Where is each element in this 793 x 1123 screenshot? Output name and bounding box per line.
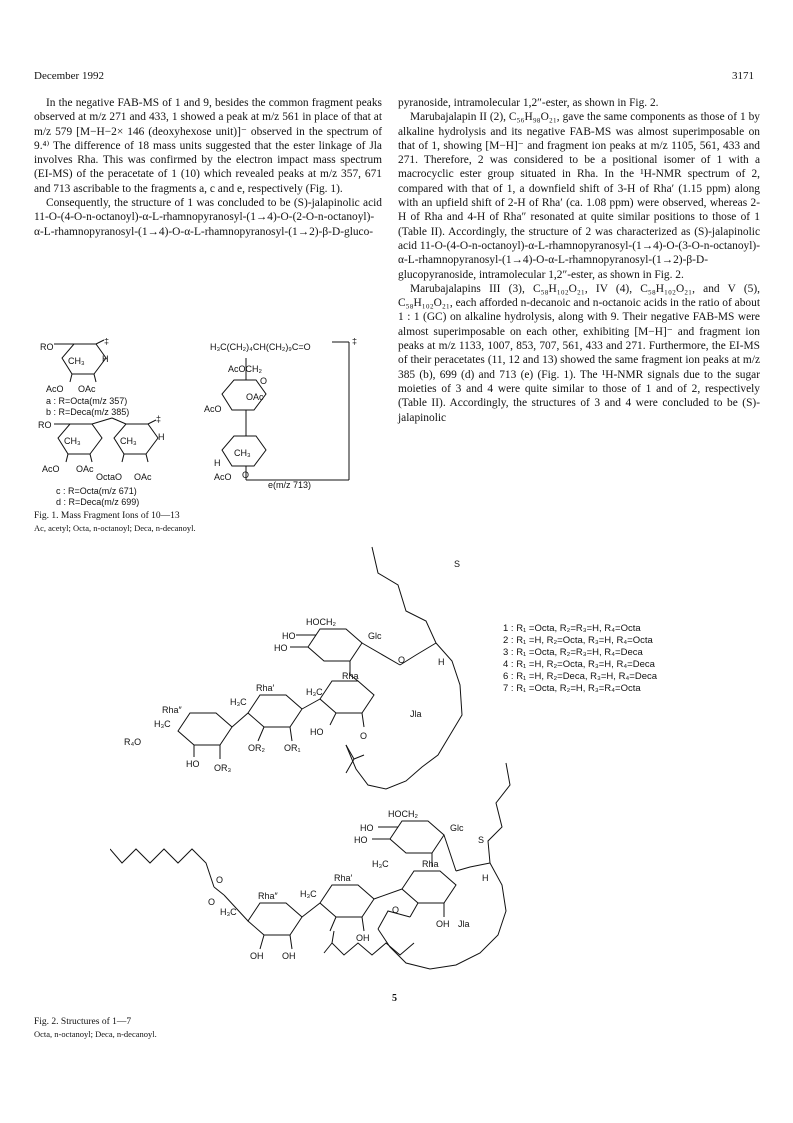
fig1-aco-label: AcO (214, 472, 232, 482)
fig2-rha-double-prime-label: Rha″ (162, 705, 182, 715)
figure-1-fragments (34, 338, 384, 510)
fig1-dagger: ‡ (352, 338, 358, 346)
fig2-s-label: S (478, 835, 485, 845)
fig1-dagger: ‡ (156, 414, 162, 424)
fig2-ho-label: HO (360, 823, 374, 833)
fig1-h-label: H (102, 354, 109, 364)
fig1-octao-label: OctaO (96, 472, 123, 482)
figure-2-caption (34, 1016, 157, 1040)
fig2-o-label: O (360, 731, 368, 741)
fig1-fragment-a: a : R=Octa(m/z 357) (46, 396, 128, 406)
fig2-rha-label: Rha (342, 671, 359, 681)
fig1-acoch2-label: AcOCH₂ (228, 364, 262, 374)
fig2-r4o-label: R₄O (124, 737, 142, 747)
figure-1-caption-title: Fig. 1. Mass Fragment Ions of 10—13 (34, 511, 180, 521)
fig1-o-label: O (260, 376, 268, 386)
header-date: December 1992 (34, 70, 104, 82)
fig1-ch3-label: CH₃ (120, 436, 137, 446)
fig2-h3c-label: H₃C (220, 907, 237, 917)
fig2-oh-label: OH (356, 933, 370, 943)
fig1-ch3-label: CH₃ (234, 448, 251, 458)
fig1-aco-label: AcO (46, 384, 64, 394)
fig2-ho-label: HO (282, 631, 296, 641)
left-column (34, 96, 382, 239)
fig2-o-label: O (208, 897, 216, 907)
figure-2-legend (503, 623, 657, 696)
paragraph: pyranoside, intramolecular 1,2″-ester, as shown in Fig. 2. (398, 97, 659, 109)
fig2-rha-prime-label: Rha′ (334, 873, 353, 883)
fig2-h3c-label: H₃C (154, 719, 171, 729)
paragraph: Consequently, the structure of 1 was concluded to be (S)-jalapinolic acid 11-O-(4-O-n-octanoyl)-α-L-rhamnopyranosyl-(1→4)-O-(2-O-n-octanoyl)-α-L-rhamnopyranosyl-(1→4)-O-α-L-rhamnopyranosyl-(1→2)-β-D-gluco- (34, 197, 382, 238)
fig2-ho-label: HO (354, 835, 368, 845)
fig2-ho-label: HO (186, 759, 200, 769)
fig2-h3c-label: H₃C (230, 697, 247, 707)
fig2-glc-label: Glc (368, 631, 382, 641)
legend-entry: 7 : R₁ =Octa, R₂=H, R₃=R₄=Octa (503, 683, 641, 695)
fig1-aco-label: AcO (204, 404, 222, 414)
fig2-oh-label: OH (250, 951, 264, 961)
fig2-ho-label: HO (274, 643, 288, 653)
legend-entry: 1 : R₁ =Octa, R₂=R₃=H, R₄=Octa (503, 623, 641, 634)
fig1-dagger: ‡ (104, 338, 110, 346)
fig1-fragment-c: c : R=Octa(m/z 671) (56, 486, 137, 496)
right-column (398, 96, 760, 425)
fig2-o-label: O (216, 875, 224, 885)
fig2-or2-label: OR₂ (248, 743, 265, 753)
fig1-fragment-e: e(m/z 713) (268, 480, 312, 490)
fig2-o-label: O (398, 655, 406, 665)
figure-2-caption-note: Octa, n-octanoyl; Deca, n-decanoyl. (34, 1029, 157, 1039)
legend-entry: 4 : R₁ =H, R₂=Octa, R₃=H, R₄=Deca (503, 659, 655, 671)
fig1-fragment-b: b : R=Deca(m/z 385) (46, 407, 130, 417)
fig2-jla-label: Jla (410, 709, 422, 719)
fig1-aco-label: AcO (42, 464, 60, 474)
legend-entry: 6 : R₁ =H, R₂=Deca, R₃=H, R₄=Deca (503, 671, 658, 683)
fig1-oac-label: OAc (134, 472, 152, 482)
fig2-h-label: H (438, 657, 445, 667)
fig1-ro-label: RO (40, 342, 54, 352)
fig2-rha-prime-label: Rha′ (256, 683, 275, 693)
fig2-glc-label: Glc (450, 823, 464, 833)
fig2-rha-double-prime-label: Rha″ (258, 891, 278, 901)
fig2-h3c-label: H₃C (372, 859, 389, 869)
fig2-o-label: O (392, 905, 400, 915)
figure-2-structures (110, 545, 530, 1000)
legend-entry: 3 : R₁ =Octa, R₂=R₃=H, R₄=Deca (503, 647, 643, 659)
figure-2-caption-title: Fig. 2. Structures of 1—7 (34, 1017, 132, 1027)
fig2-s-label: S (454, 559, 461, 569)
fig2-ho-label: HO (310, 727, 324, 737)
fig2-h-label: H (482, 873, 489, 883)
fig2-rha-label: Rha (422, 859, 439, 869)
fig1-h-label: H (158, 432, 165, 442)
fig2-or1-label: OR₁ (284, 743, 301, 753)
fig2-oh-label: OH (282, 951, 296, 961)
fig2-oh-label: OH (436, 919, 450, 929)
figure-1-caption-note: Ac, acetyl; Octa, n-octanoyl; Deca, n-decanoyl. (34, 523, 196, 533)
legend-entry: 2 : R₁ =H, R₂=Octa, R₃=H, R₄=Octa (503, 635, 653, 647)
fig2-hoch2-label: HOCH₂ (388, 809, 418, 819)
fig2-or3-label: OR₃ (214, 763, 232, 773)
header-page-number: 3171 (732, 70, 754, 82)
fig2-jla-label: Jla (458, 919, 470, 929)
paragraph: Marubajalapins III (3), C₅₈H₁₀₂O₂₁, IV (4), C₅₈H₁₀₂O₂₁, and V (5), C₅₈H₁₀₂O₂₁, each afforded n-decanoic and n-octanoic acids in the ratio of about 1 : 1 (GC) on alkaline hydrolysis, along with 9. Their negative FAB-MS were almost superimposable on each other, exhibiting [M−H]⁻ and fragment ion peaks at m/z 1133, 1007, 853, 707, 561, 433 and 271. Furthermore, the EI-MS of their peracetates (11, 12 and 13) showed the same fragment ion peaks at m/z 385 (b), 699 (d) and 713 (e) (Fig. 1). The ¹H-NMR signals due to the sugar moieties of 3 and 4 were quite similar to those of 1 and of 2, respectively (Table II). Accordingly, the structures of 3 and 4 were concluded to be (S)-jalapinolic (398, 282, 760, 424)
fig1-o-label: O (242, 470, 250, 480)
fig1-fragment-d: d : R=Deca(m/z 699) (56, 497, 140, 507)
fig2-hoch2-label: HOCH₂ (306, 617, 336, 627)
paragraph: Marubajalapin II (2), C₅₆H₉₈O₂₁, gave the same components as those of 1 by alkaline hydrolysis and its negative FAB-MS was almost superimposable on that of 1, showing [M−H]⁻ and fragment ion peaks at m/z 1105, 561, 433 and 271. Therefore, 2 was considered to be a positional isomer of 1 with a macrocyclic ester group situated in Rha. In the ¹H-NMR spectrum of 2, compared with that of 1, a downfield shift of 3-H of Rha′ (1.15 ppm) along with an upfield shift of 2-H of Rha′ (ca. 1.08 ppm) were observed, whereas 2-H of Rha and 4-H of Rha″ resonated at quite similar positions to those of 1 (Table II). Accordingly, the structure of 2 was characterized as (S)-jalapinolic acid 11-O-(4-O-n-octanoyl)-α-L-rhamnopyranosyl-(1→4)-O-(3-O-n-octanoyl)-α-L-rhamnopyranosyl-(1→4)-O-α-L-rhamnopyranosyl-(1→2)-β-D-glucopyranoside, intramolecular 1,2″-ester, as shown in Fig. 2. (398, 111, 760, 281)
fig2-h3c-label: H₃C (300, 889, 317, 899)
fig1-oac-label: OAc (246, 392, 264, 402)
fig1-oac-label: OAc (76, 464, 94, 474)
fig1-ro-label: RO (38, 420, 52, 430)
compound-number-label: 5 (392, 993, 397, 1004)
fig1-oac-label: OAc (78, 384, 96, 394)
paragraph: In the negative FAB-MS of 1 and 9, besides the common fragment peaks observed at m/z 271 and 433, 1 showed a peak at m/z 561 in place of that at m/z 579 [M−H−2× 146 (deoxyhexose unit)]⁻ observed in the spectrum of 9.⁴⁾ The difference of 18 mass units suggested that the ester linkage of Jla involves Rha. This was confirmed by the electron impact mass spectrum (EI-MS) of the peracetate of 1 (10) which revealed peaks at m/z 357, 671 and 713 ascribable to the fragments a, c and e, respectively (Fig. 1). (34, 97, 382, 195)
fig1-chain-label: H₃C(CH₂)₄CH(CH₂)₉C=O (210, 342, 311, 352)
fig1-ch3-label: CH₃ (64, 436, 81, 446)
fig1-ch3-label: CH₃ (68, 356, 85, 366)
figure-1-caption (34, 510, 196, 534)
fig2-h3c-label: H₃C (306, 687, 323, 697)
fig1-h-label: H (214, 458, 221, 468)
